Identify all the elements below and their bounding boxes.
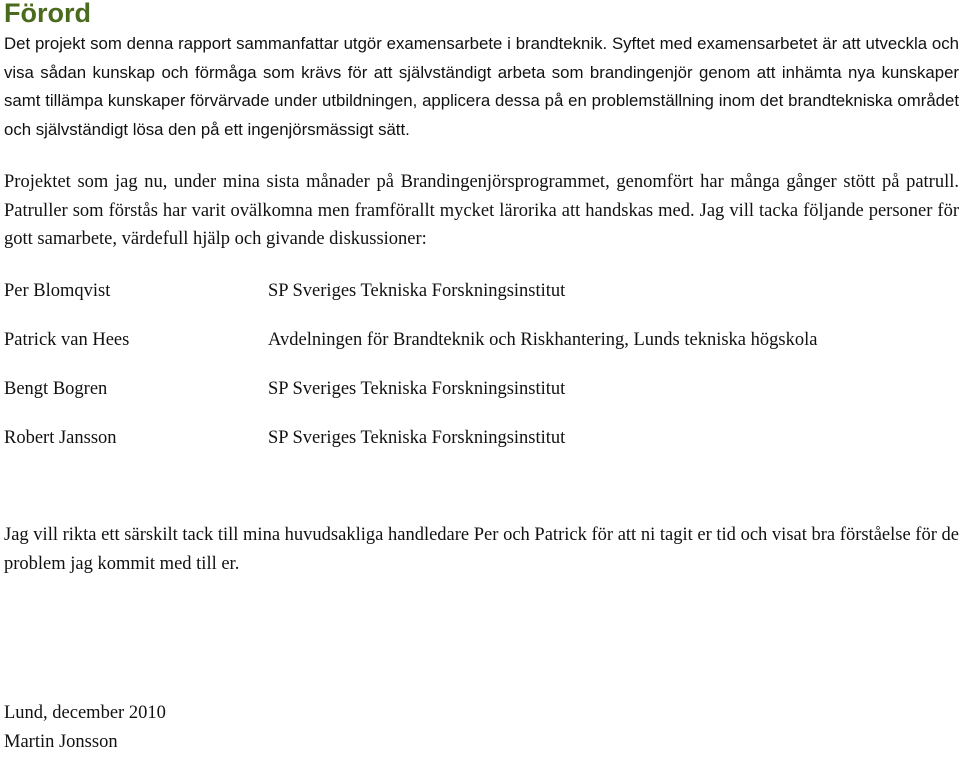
person-name: Bengt Bogren: [4, 379, 108, 399]
acknowledgement-row: [4, 328, 959, 358]
person-organization: SP Sveriges Tekniska Forskningsinstitut: [268, 281, 566, 301]
page-title: Förord: [4, 0, 91, 28]
acknowledgement-row: [4, 426, 959, 456]
person-name: Per Blomqvist: [4, 281, 111, 301]
intro-paragraph: Det projekt som denna rapport sammanfattar utgör examensarbete i brandteknik. Syftet med examensarbetet är att utveckla och visa sådan kunskap och förmåga som krävs för att självständigt arbeta som brandingenjör genom att inhämta nya kunskaper samt tillämpa kunskaper förvärvade under utbildningen, applicera dessa på en problemställning inom det brandtekniska området och självständigt lösa den på ett ingenjörsmässigt sätt.: [4, 34, 959, 139]
author-name: Martin Jonsson: [4, 732, 118, 752]
person-name: Robert Jansson: [4, 428, 117, 448]
thanks-paragraph: Jag vill rikta ett särskilt tack till mina huvudsakliga handledare Per och Patrick för att ni tagit er tid och visat bra förståelse för de problem jag kommit med till er.: [4, 525, 959, 574]
acknowledgement-row: [4, 377, 959, 407]
person-organization: SP Sveriges Tekniska Forskningsinstitut: [268, 428, 566, 448]
place-date: Lund, december 2010: [4, 703, 166, 723]
signature-block: [4, 699, 166, 757]
person-name: Patrick van Hees: [4, 330, 130, 350]
project-paragraph: Projektet som jag nu, under mina sista månader på Brandingenjörsprogrammet, genomfört har många gånger stött på patrull. Patruller som förstås har varit ovälkomna men framförallt mycket lärorika att handskas med. Jag vill tacka följande personer för gott samarbete, värdefull hjälp och givande diskussioner:: [4, 172, 959, 249]
acknowledgement-row: [4, 279, 959, 309]
person-organization: SP Sveriges Tekniska Forskningsinstitut: [268, 379, 566, 399]
person-organization: Avdelningen för Brandteknik och Riskhantering, Lunds tekniska högskola: [268, 330, 818, 350]
